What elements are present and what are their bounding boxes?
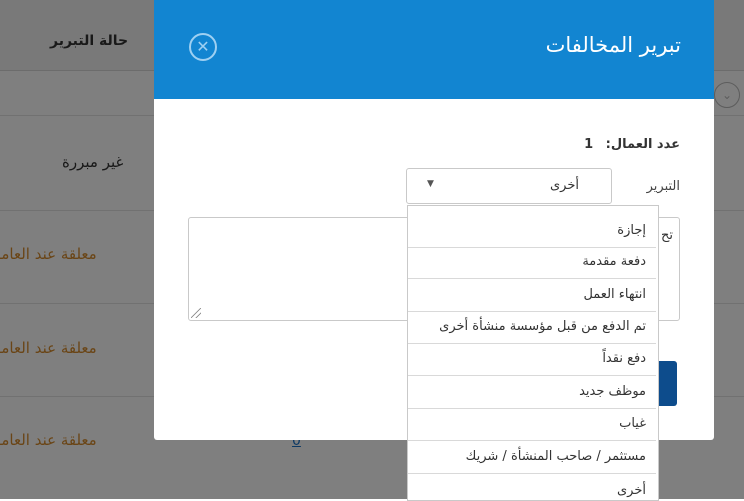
- workers-count: [584, 137, 680, 152]
- dropdown-option[interactable]: موظف جديد: [408, 377, 656, 409]
- caret-down-icon: ▼: [427, 179, 434, 189]
- textarea-text: تح: [660, 228, 673, 243]
- dropdown-option[interactable]: غياب: [408, 409, 656, 441]
- modal-title: تبرير المخالفات: [545, 33, 681, 57]
- dropdown-option[interactable]: دفع نقداً: [408, 344, 656, 376]
- dropdown-option[interactable]: أخرى: [617, 483, 646, 498]
- close-icon[interactable]: ✕: [189, 33, 217, 61]
- resize-handle-icon[interactable]: [191, 308, 201, 318]
- dropdown-option[interactable]: تم الدفع من قبل مؤسسة منشأة أخرى: [408, 312, 656, 344]
- workers-label: عدد العمال:: [605, 137, 680, 152]
- selected-justification: أخرى: [550, 178, 579, 193]
- modal-header: [154, 0, 714, 99]
- dropdown-option[interactable]: إجازة: [408, 216, 656, 248]
- dropdown-option[interactable]: مستثمر / صاحب المنشأة / شريك: [408, 442, 656, 474]
- justification-label: التبرير: [646, 179, 680, 194]
- justification-dropdown-list: [407, 205, 659, 501]
- workers-count-value: 1: [584, 137, 594, 152]
- justification-select[interactable]: [406, 168, 612, 204]
- dropdown-option[interactable]: دفعة مقدمة: [408, 247, 656, 279]
- dropdown-option[interactable]: انتهاء العمل: [408, 280, 656, 312]
